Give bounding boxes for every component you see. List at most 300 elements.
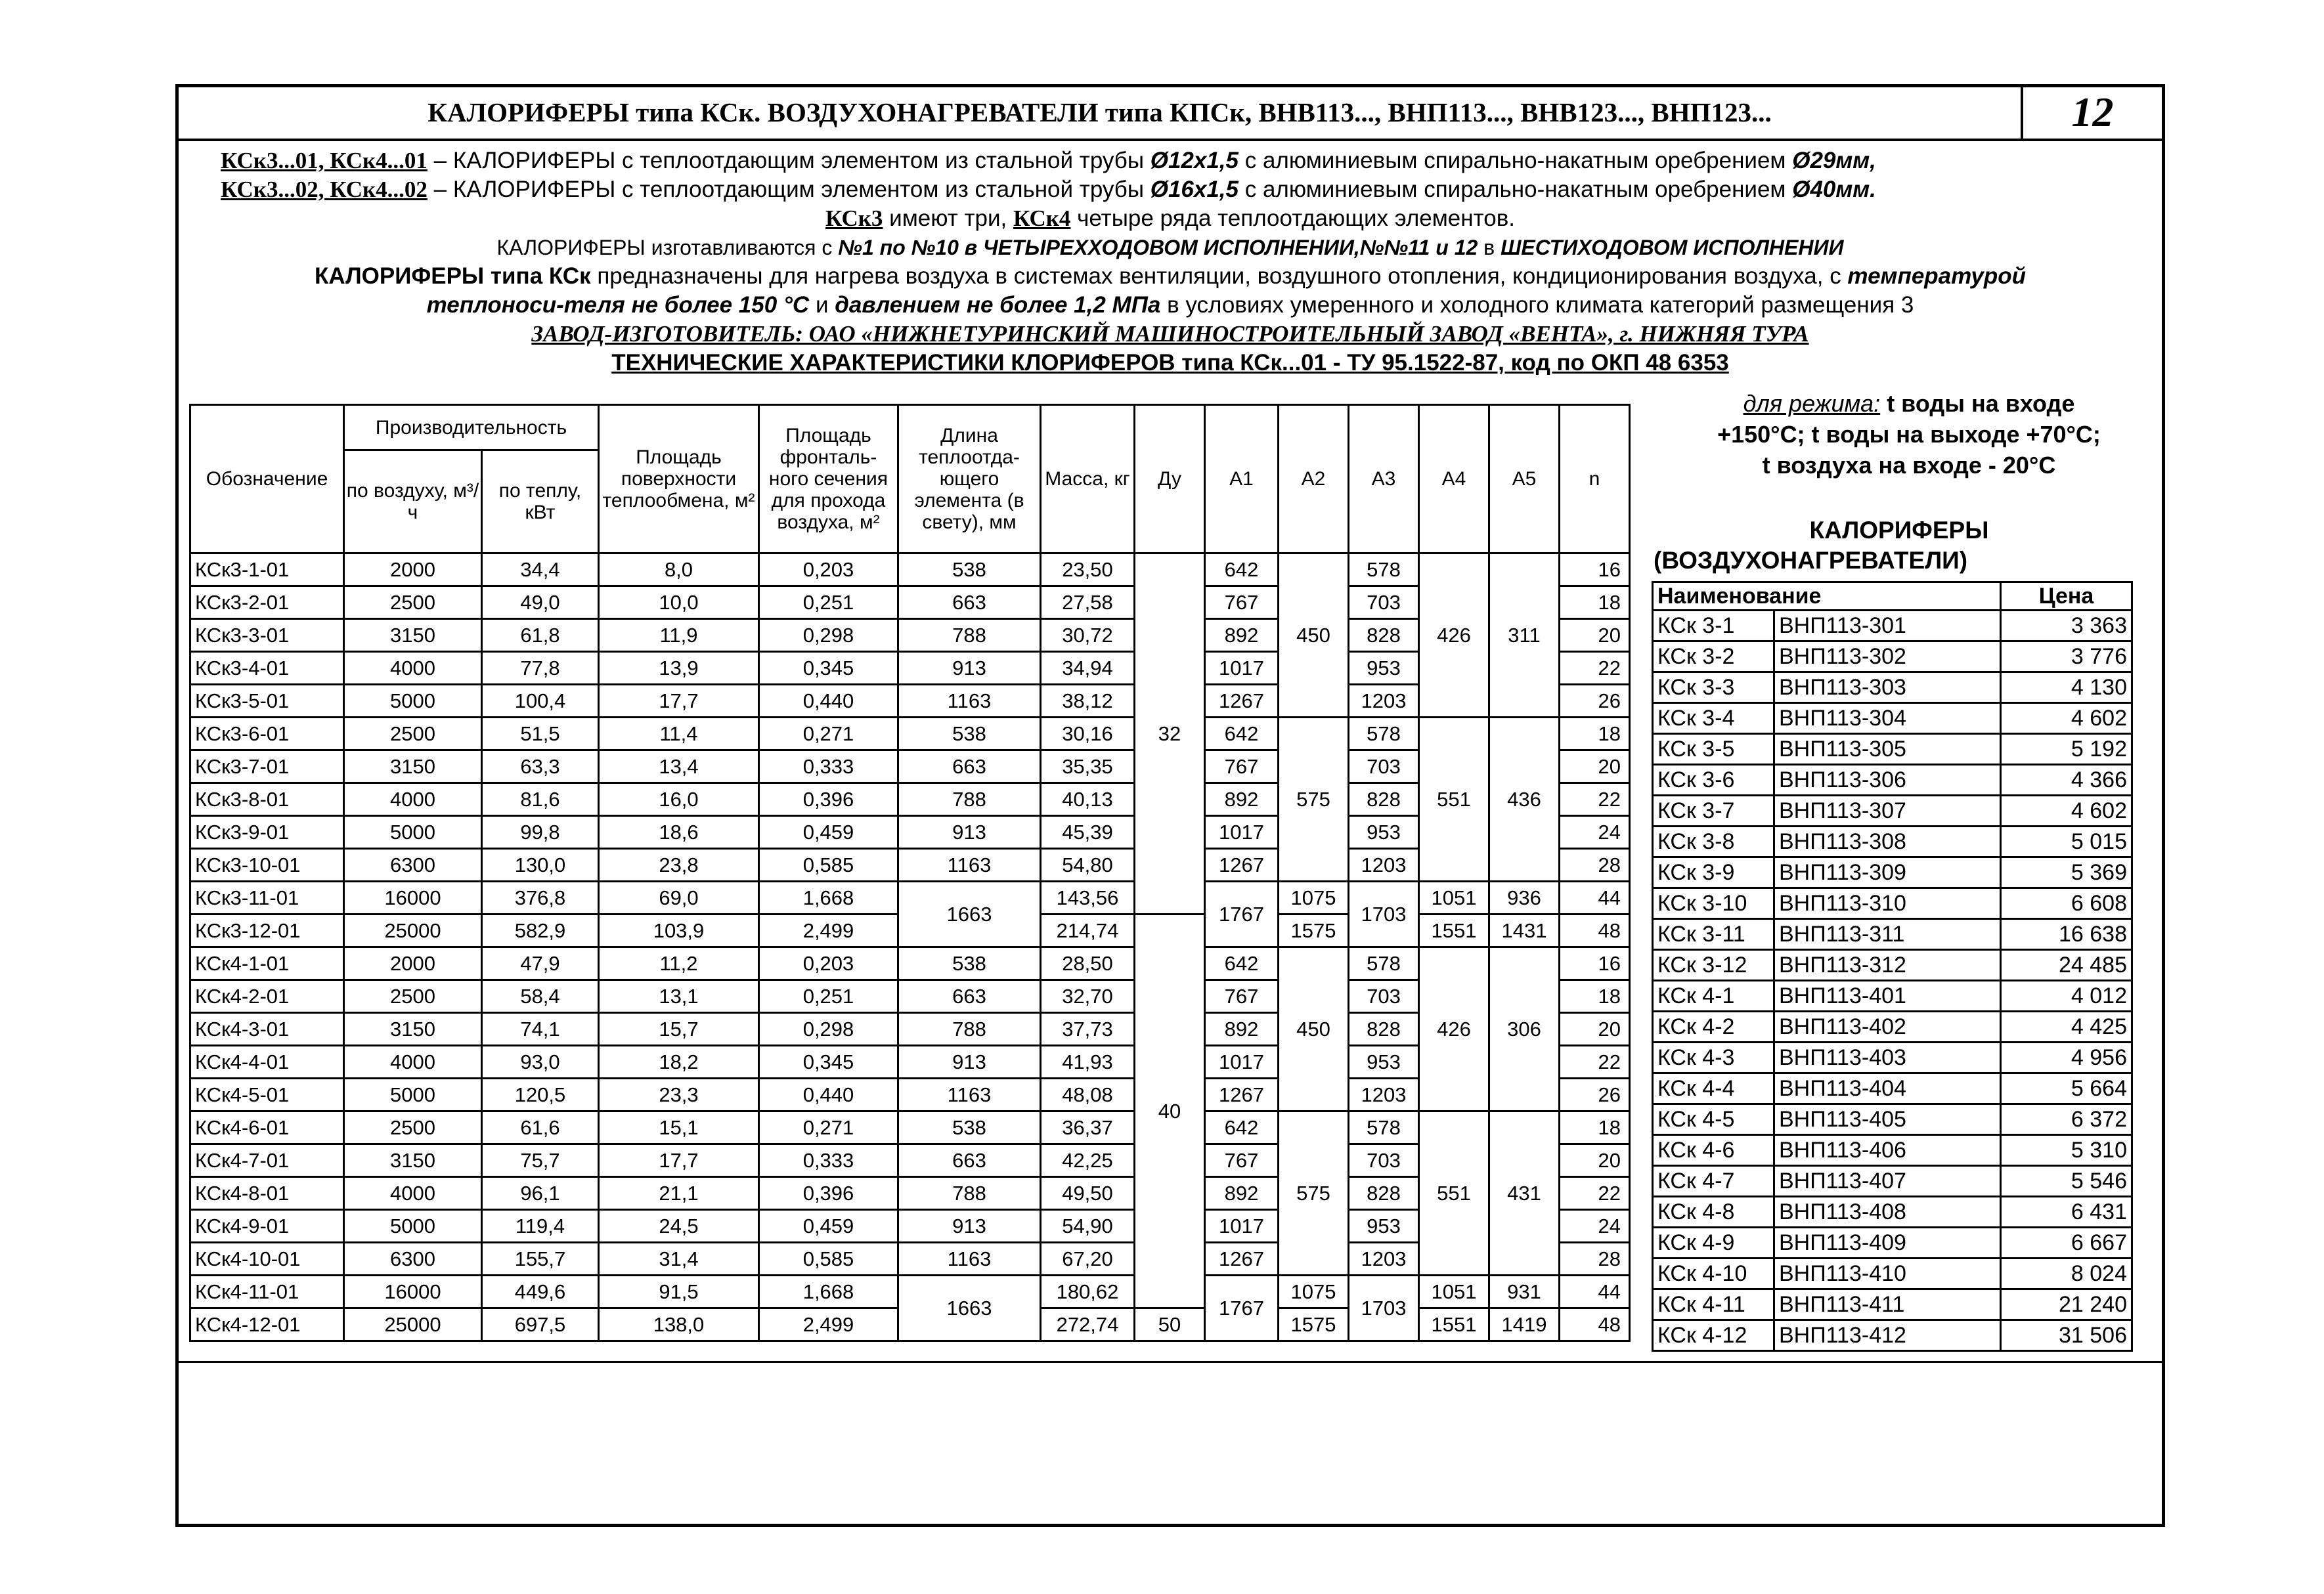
- a5-value: 431: [1489, 1111, 1560, 1276]
- mode-line-2: +150°С; t воды на выходе +70°С;: [1717, 421, 2101, 448]
- n-value: 44: [1560, 1276, 1630, 1308]
- a5-value: 1419: [1489, 1308, 1560, 1341]
- mass: 38,12: [1041, 685, 1135, 718]
- model-name: КСк4-9-01: [190, 1210, 344, 1243]
- model-name: КСк3-9-01: [190, 816, 344, 849]
- air-capacity: 3150: [344, 1144, 482, 1177]
- price-row: [1653, 734, 2132, 765]
- heat-capacity: 61,8: [482, 619, 599, 652]
- element-length: 538: [898, 947, 1041, 980]
- front-section-area: 0,440: [759, 685, 898, 718]
- a3-value: 578: [1349, 553, 1419, 586]
- header-front: Площадь фронталь-ного сечения для прохода воздуха, м²: [759, 405, 898, 553]
- element-length: 913: [898, 652, 1041, 685]
- price-model: КСк 3-2: [1653, 641, 1774, 672]
- price-heater-code: ВНП113-407: [1774, 1166, 2001, 1197]
- price-value: 21 240: [2001, 1289, 2132, 1320]
- a4-value: 426: [1419, 553, 1489, 718]
- a1-value: 892: [1205, 783, 1279, 816]
- title-row: [179, 87, 2162, 141]
- air-capacity: 4000: [344, 1177, 482, 1210]
- front-section-area: 0,585: [759, 849, 898, 882]
- element-length: 1663: [898, 882, 1041, 947]
- a1-value: 642: [1205, 1111, 1279, 1144]
- model-name: КСк3-5-01: [190, 685, 344, 718]
- a5-value: 936: [1489, 882, 1560, 915]
- n-value: 48: [1560, 915, 1630, 947]
- a1-value: 1017: [1205, 652, 1279, 685]
- front-section-area: 0,459: [759, 816, 898, 849]
- heat-capacity: 61,6: [482, 1111, 599, 1144]
- price-heater-code: ВНП113-312: [1774, 950, 2001, 981]
- price-heater-code: ВНП113-406: [1774, 1135, 2001, 1166]
- model-name: КСк4-3-01: [190, 1013, 344, 1046]
- model-code: КСк3: [825, 205, 883, 231]
- header-air: по воздуху, м³/ч: [344, 450, 482, 553]
- table-row: [190, 1243, 1630, 1276]
- mass: 49,50: [1041, 1177, 1135, 1210]
- price-row: [1653, 888, 2132, 919]
- a3-value: 703: [1349, 586, 1419, 619]
- mass: 272,74: [1041, 1308, 1135, 1341]
- price-table: [1652, 581, 2133, 1352]
- header-name: Обозначение: [190, 405, 344, 553]
- model-name: КСк3-8-01: [190, 783, 344, 816]
- a1-value: 1267: [1205, 685, 1279, 718]
- a1-value: 1767: [1205, 882, 1279, 947]
- heat-capacity: 49,0: [482, 586, 599, 619]
- front-section-area: 0,345: [759, 652, 898, 685]
- price-model: КСк 3-9: [1653, 857, 1774, 888]
- price-model: КСк 4-12: [1653, 1320, 1774, 1351]
- price-model: КСк 4-5: [1653, 1104, 1774, 1135]
- front-section-area: 0,298: [759, 619, 898, 652]
- price-heater-code: ВНП113-410: [1774, 1259, 2001, 1289]
- price-value: 4 366: [2001, 765, 2132, 796]
- price-row: [1653, 857, 2132, 888]
- desc-text: температурой: [1847, 263, 2026, 289]
- model-code: КСк4: [1013, 205, 1071, 231]
- a1-value: 1767: [1205, 1276, 1279, 1341]
- price-value: 3 776: [2001, 641, 2132, 672]
- element-length: 913: [898, 1046, 1041, 1079]
- price-heater-code: ВНП113-401: [1774, 981, 2001, 1012]
- table-row: [190, 816, 1630, 849]
- price-value: 31 506: [2001, 1320, 2132, 1351]
- price-caption: [1643, 515, 2155, 576]
- header-a4: А4: [1419, 405, 1489, 553]
- heat-exchange-area: 138,0: [599, 1308, 759, 1341]
- model-name: КСк4-10-01: [190, 1243, 344, 1276]
- a1-value: 767: [1205, 1144, 1279, 1177]
- mass: 40,13: [1041, 783, 1135, 816]
- mass: 48,08: [1041, 1079, 1135, 1111]
- n-value: 20: [1560, 1144, 1630, 1177]
- price-value: 24 485: [2001, 950, 2132, 981]
- a3-value: 703: [1349, 980, 1419, 1013]
- heat-exchange-area: 15,7: [599, 1013, 759, 1046]
- heat-capacity: 34,4: [482, 553, 599, 586]
- element-length: 663: [898, 1144, 1041, 1177]
- n-value: 18: [1560, 718, 1630, 750]
- n-value: 16: [1560, 947, 1630, 980]
- price-model: КСк 3-10: [1653, 888, 1774, 919]
- model-name: КСк3-11-01: [190, 882, 344, 915]
- table-row: [190, 1210, 1630, 1243]
- front-section-area: 0,271: [759, 1111, 898, 1144]
- price-model: КСк 4-7: [1653, 1166, 1774, 1197]
- price-heater-code: ВНП113-412: [1774, 1320, 2001, 1351]
- front-section-area: 2,499: [759, 1308, 898, 1341]
- price-caption-title: КАЛОРИФЕРЫ: [1809, 517, 1989, 544]
- heat-capacity: 119,4: [482, 1210, 599, 1243]
- execution-text: №1 по №10 в ЧЕТЫРЕХХОДОВОМ ИСПОЛНЕНИИ,№№11 и 12: [838, 236, 1478, 259]
- description-line-1: [179, 146, 2162, 175]
- specs-table-body: [190, 553, 1630, 1341]
- price-heater-code: ВНП113-404: [1774, 1073, 2001, 1104]
- price-heater-code: ВНП113-403: [1774, 1043, 2001, 1073]
- price-header-row: [1653, 582, 2132, 611]
- header-n: n: [1560, 405, 1630, 553]
- table-row: [190, 1276, 1630, 1308]
- a1-value: 892: [1205, 619, 1279, 652]
- mass: 143,56: [1041, 882, 1135, 915]
- air-capacity: 2000: [344, 947, 482, 980]
- a4-value: 551: [1419, 718, 1489, 882]
- price-row: [1653, 1197, 2132, 1228]
- front-section-area: 1,668: [759, 882, 898, 915]
- n-value: 28: [1560, 849, 1630, 882]
- model-name: КСк4-4-01: [190, 1046, 344, 1079]
- table-row: [190, 1177, 1630, 1210]
- heat-capacity: 93,0: [482, 1046, 599, 1079]
- a3-value: 578: [1349, 1111, 1419, 1144]
- price-header-name: Наименование: [1653, 582, 2001, 611]
- model-name: КСк3-10-01: [190, 849, 344, 882]
- header-a5: А5: [1489, 405, 1560, 553]
- model-code: КСк3...02, КСк4...02: [221, 177, 428, 202]
- price-heater-code: ВНП113-307: [1774, 796, 2001, 827]
- a3-value: 1203: [1349, 849, 1419, 882]
- heat-exchange-area: 24,5: [599, 1210, 759, 1243]
- du-value: 50: [1135, 1308, 1205, 1341]
- mass: 214,74: [1041, 915, 1135, 947]
- table-row: [190, 685, 1630, 718]
- n-value: 26: [1560, 1079, 1630, 1111]
- table-row: [190, 1013, 1630, 1046]
- a1-value: 767: [1205, 586, 1279, 619]
- a4-value: 551: [1419, 1111, 1489, 1276]
- price-value: 6 667: [2001, 1228, 2132, 1259]
- price-heater-code: ВНП113-305: [1774, 734, 2001, 765]
- description-line-5: [179, 262, 2162, 291]
- a3-value: 578: [1349, 947, 1419, 980]
- price-value: 8 024: [2001, 1259, 2132, 1289]
- heat-exchange-area: 8,0: [599, 553, 759, 586]
- model-name: КСк4-6-01: [190, 1111, 344, 1144]
- price-value: 4 425: [2001, 1012, 2132, 1043]
- heat-exchange-area: 11,4: [599, 718, 759, 750]
- price-row: [1653, 1289, 2132, 1320]
- table-row: [190, 718, 1630, 750]
- table-row: [190, 1046, 1630, 1079]
- heat-exchange-area: 11,2: [599, 947, 759, 980]
- price-model: КСк 3-12: [1653, 950, 1774, 981]
- price-row: [1653, 765, 2132, 796]
- a3-value: 578: [1349, 718, 1419, 750]
- air-capacity: 2500: [344, 718, 482, 750]
- a5-value: 311: [1489, 553, 1560, 718]
- a3-value: 828: [1349, 1013, 1419, 1046]
- price-model: КСк 3-1: [1653, 611, 1774, 641]
- description-line-4: [179, 233, 2162, 262]
- front-section-area: 0,251: [759, 980, 898, 1013]
- description-line-2: [179, 175, 2162, 204]
- a5-value: 436: [1489, 718, 1560, 882]
- element-length: 663: [898, 980, 1041, 1013]
- model-code: КСк3...01, КСк4...01: [221, 148, 428, 173]
- element-length: 663: [898, 750, 1041, 783]
- price-heater-code: ВНП113-302: [1774, 641, 2001, 672]
- spec-code: КСк...01 - ТУ 95.1522-87, код по ОКП 48 6353: [1240, 350, 1729, 376]
- a5-value: 931: [1489, 1276, 1560, 1308]
- table-row: [190, 1144, 1630, 1177]
- execution-text: ШЕСТИХОДОВОМ ИСПОЛНЕНИИ: [1501, 236, 1844, 259]
- air-capacity: 3150: [344, 1013, 482, 1046]
- manufacturer: ЗАВОД-ИЗГОТОВИТЕЛЬ: ОАО «НИЖНЕТУРИНСКИЙ МАШИНОСТРОИТЕЛЬНЫЙ ЗАВОД «ВЕНТА», г. НИЖНЯЯ ТУРА: [531, 321, 1809, 347]
- price-value: 4 012: [2001, 981, 2132, 1012]
- price-value: 4 130: [2001, 672, 2132, 703]
- heat-capacity: 96,1: [482, 1177, 599, 1210]
- price-heater-code: ВНП113-308: [1774, 827, 2001, 857]
- a4-value: 426: [1419, 947, 1489, 1111]
- price-value: 5 015: [2001, 827, 2132, 857]
- heat-capacity: 130,0: [482, 849, 599, 882]
- front-section-area: 0,333: [759, 750, 898, 783]
- front-section-area: 2,499: [759, 915, 898, 947]
- a1-value: 892: [1205, 1177, 1279, 1210]
- document-title: КАЛОРИФЕРЫ типа КСк. ВОЗДУХОНАГРЕВАТЕЛИ типа КПСк, ВНВ113..., ВНП113..., ВНВ123..., ВНП123...: [428, 97, 1772, 127]
- price-model: КСк 3-11: [1653, 919, 1774, 950]
- header-du: Ду: [1135, 405, 1205, 553]
- du-value: 40: [1135, 915, 1205, 1308]
- desc-text: – КАЛОРИФЕРЫ с теплоотдающим элементом из стальной трубы: [427, 148, 1151, 173]
- air-capacity: 2500: [344, 586, 482, 619]
- model-name: КСк4-8-01: [190, 1177, 344, 1210]
- heat-exchange-area: 21,1: [599, 1177, 759, 1210]
- header-heat: по теплу, кВт: [482, 450, 599, 553]
- a1-value: 767: [1205, 750, 1279, 783]
- table-row: [190, 980, 1630, 1013]
- front-section-area: 0,396: [759, 783, 898, 816]
- price-row: [1653, 1073, 2132, 1104]
- a4-value: 1051: [1419, 882, 1489, 915]
- a1-value: 1267: [1205, 1079, 1279, 1111]
- heat-capacity: 58,4: [482, 980, 599, 1013]
- heat-exchange-area: 13,9: [599, 652, 759, 685]
- a2-value: 450: [1279, 553, 1349, 718]
- air-capacity: 6300: [344, 849, 482, 882]
- desc-text: в: [1478, 236, 1501, 259]
- heat-exchange-area: 17,7: [599, 1144, 759, 1177]
- n-value: 48: [1560, 1308, 1630, 1341]
- heat-exchange-area: 23,8: [599, 849, 759, 882]
- a1-value: 1017: [1205, 816, 1279, 849]
- price-row: [1653, 1012, 2132, 1043]
- price-value: 6 608: [2001, 888, 2132, 919]
- price-value: 5 192: [2001, 734, 2132, 765]
- heat-exchange-area: 18,6: [599, 816, 759, 849]
- model-name: КСк4-1-01: [190, 947, 344, 980]
- element-length: 538: [898, 718, 1041, 750]
- desc-text: КАЛОРИФЕРЫ типа КСк: [315, 263, 591, 289]
- element-length: 913: [898, 816, 1041, 849]
- heat-exchange-area: 69,0: [599, 882, 759, 915]
- mass: 180,62: [1041, 1276, 1135, 1308]
- mass: 30,16: [1041, 718, 1135, 750]
- element-length: 788: [898, 1177, 1041, 1210]
- model-name: КСк3-4-01: [190, 652, 344, 685]
- n-value: 22: [1560, 652, 1630, 685]
- element-length: 1163: [898, 1079, 1041, 1111]
- model-name: КСк3-2-01: [190, 586, 344, 619]
- front-section-area: 0,203: [759, 553, 898, 586]
- desc-text: – КАЛОРИФЕРЫ с теплоотдающим элементом из стальной трубы: [427, 177, 1151, 202]
- model-name: КСк4-12-01: [190, 1308, 344, 1341]
- a3-value: 953: [1349, 652, 1419, 685]
- heat-exchange-area: 16,0: [599, 783, 759, 816]
- element-length: 1163: [898, 685, 1041, 718]
- price-value: 5 310: [2001, 1135, 2132, 1166]
- price-row: [1653, 703, 2132, 734]
- n-value: 20: [1560, 619, 1630, 652]
- n-value: 18: [1560, 586, 1630, 619]
- n-value: 44: [1560, 882, 1630, 915]
- price-row: [1653, 1320, 2132, 1351]
- heat-capacity: 75,7: [482, 1144, 599, 1177]
- table-row: [190, 1111, 1630, 1144]
- price-heater-code: ВНП113-402: [1774, 1012, 2001, 1043]
- model-name: КСк4-11-01: [190, 1276, 344, 1308]
- element-length: 1163: [898, 1243, 1041, 1276]
- n-value: 28: [1560, 1243, 1630, 1276]
- fin-size: Ø29мм,: [1792, 148, 1876, 173]
- price-heater-code: ВНП113-303: [1774, 672, 2001, 703]
- a3-value: 953: [1349, 1210, 1419, 1243]
- price-row: [1653, 981, 2132, 1012]
- element-length: 538: [898, 553, 1041, 586]
- a5-value: 306: [1489, 947, 1560, 1111]
- price-row: [1653, 950, 2132, 981]
- heat-capacity: 449,6: [482, 1276, 599, 1308]
- a3-value: 828: [1349, 783, 1419, 816]
- a2-value: 1075: [1279, 1276, 1349, 1308]
- a3-value: 828: [1349, 619, 1419, 652]
- mass: 27,58: [1041, 586, 1135, 619]
- price-value: 5 546: [2001, 1166, 2132, 1197]
- a1-value: 642: [1205, 553, 1279, 586]
- desc-text: четыре ряда теплоотдающих элементов.: [1070, 205, 1516, 231]
- heat-capacity: 155,7: [482, 1243, 599, 1276]
- air-capacity: 16000: [344, 1276, 482, 1308]
- table-row: [190, 652, 1630, 685]
- model-name: КСк4-2-01: [190, 980, 344, 1013]
- pipe-size: Ø12х1,5: [1150, 148, 1239, 173]
- air-capacity: 4000: [344, 783, 482, 816]
- air-capacity: 4000: [344, 652, 482, 685]
- price-value: 4 956: [2001, 1043, 2132, 1073]
- air-capacity: 16000: [344, 882, 482, 915]
- a1-value: 1017: [1205, 1046, 1279, 1079]
- price-model: КСк 3-3: [1653, 672, 1774, 703]
- element-length: 913: [898, 1210, 1041, 1243]
- model-name: КСк3-12-01: [190, 915, 344, 947]
- table-row: [190, 1079, 1630, 1111]
- table-row: [190, 586, 1630, 619]
- mass: 28,50: [1041, 947, 1135, 980]
- a1-value: 1267: [1205, 1243, 1279, 1276]
- price-model: КСк 4-6: [1653, 1135, 1774, 1166]
- n-value: 22: [1560, 1177, 1630, 1210]
- model-name: КСк3-1-01: [190, 553, 344, 586]
- desc-text: давлением не более 1,2 МПа: [835, 292, 1161, 318]
- heat-exchange-area: 13,4: [599, 750, 759, 783]
- n-value: 24: [1560, 1210, 1630, 1243]
- desc-text: в условиях умеренного и холодного климата категорий размещения 3: [1160, 292, 1914, 318]
- mode-line-3: t воздуха на входе - 20°С: [1762, 452, 2056, 479]
- header-mass: Масса, кг: [1041, 405, 1135, 553]
- n-value: 22: [1560, 783, 1630, 816]
- header-area: Площадь поверхности теплообмена, м²: [599, 405, 759, 553]
- model-name: КСк3-3-01: [190, 619, 344, 652]
- desc-text: с алюминиевым спирально-накатным оребрением: [1239, 148, 1793, 173]
- mass: 54,90: [1041, 1210, 1135, 1243]
- mode-label: для режима:: [1743, 390, 1881, 417]
- price-value: 4 602: [2001, 796, 2132, 827]
- price-row: [1653, 1166, 2132, 1197]
- air-capacity: 5000: [344, 1079, 482, 1111]
- price-value: 3 363: [2001, 611, 2132, 641]
- price-heater-code: ВНП113-411: [1774, 1289, 2001, 1320]
- header-length: Длина теплоотда-ющего элемента (в свету), мм: [898, 405, 1041, 553]
- price-heater-code: ВНП113-310: [1774, 888, 2001, 919]
- price-heater-code: ВНП113-408: [1774, 1197, 2001, 1228]
- price-heater-code: ВНП113-311: [1774, 919, 2001, 950]
- heat-capacity: 81,6: [482, 783, 599, 816]
- a1-value: 767: [1205, 980, 1279, 1013]
- price-value: 16 638: [2001, 919, 2132, 950]
- description-line-3: [179, 204, 2162, 233]
- a2-value: 450: [1279, 947, 1349, 1111]
- n-value: 20: [1560, 750, 1630, 783]
- heat-exchange-area: 10,0: [599, 586, 759, 619]
- spec-title-line: [179, 349, 2162, 377]
- a2-value: 575: [1279, 718, 1349, 882]
- front-section-area: 0,459: [759, 1210, 898, 1243]
- model-name: КСк3-6-01: [190, 718, 344, 750]
- heat-capacity: 120,5: [482, 1079, 599, 1111]
- desc-text: имеют три,: [883, 205, 1013, 231]
- element-length: 788: [898, 783, 1041, 816]
- a1-value: 642: [1205, 718, 1279, 750]
- mass: 30,72: [1041, 619, 1135, 652]
- n-value: 22: [1560, 1046, 1630, 1079]
- price-heater-code: ВНП113-405: [1774, 1104, 2001, 1135]
- price-model: КСк 4-11: [1653, 1289, 1774, 1320]
- price-value: 5 664: [2001, 1073, 2132, 1104]
- mass: 35,35: [1041, 750, 1135, 783]
- table-row: [190, 553, 1630, 586]
